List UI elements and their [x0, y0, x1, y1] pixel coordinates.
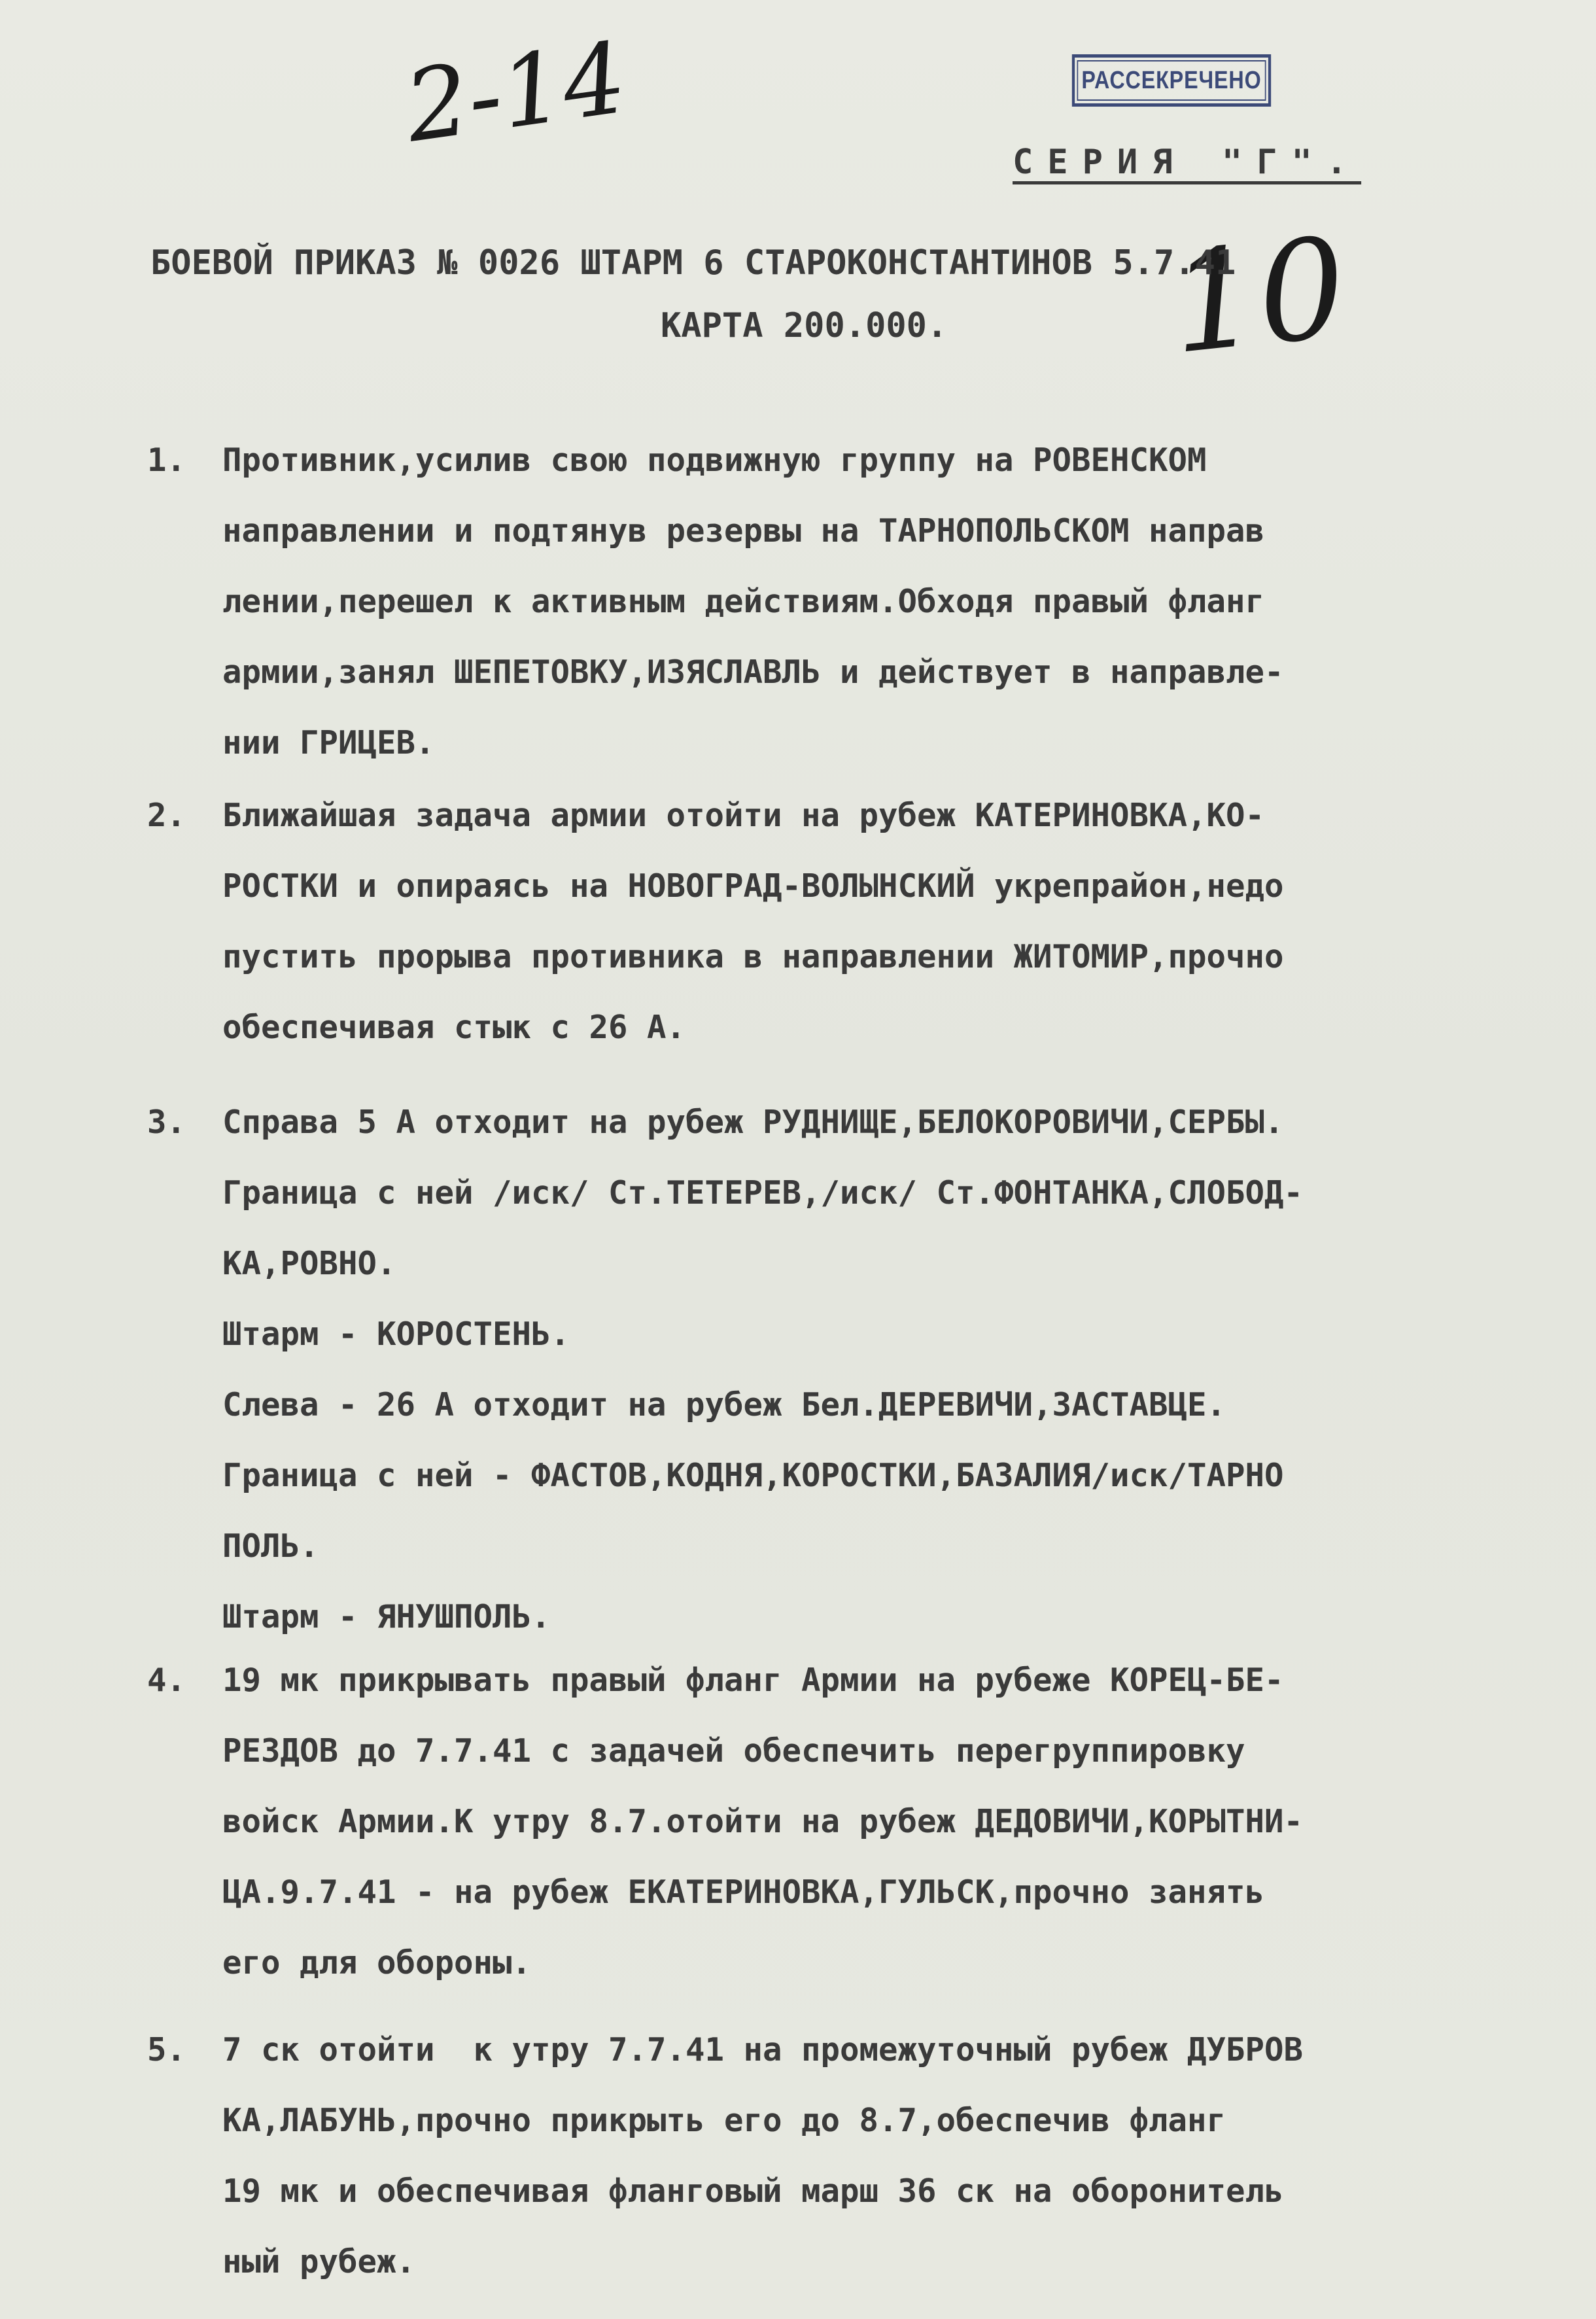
paragraph-4 [147, 1645, 1576, 1998]
order-title: БОЕВОЙ ПРИКАЗ № 0026 ШТАРМ 6 СТАРОКОНСТАНТИНОВ 5.7.41 [150, 243, 1236, 283]
text-line: 19 мк прикрывать правый фланг Армии на рубеже КОРЕЦ-БЕ- [222, 1662, 1284, 1699]
paragraph-number: 1. [147, 442, 186, 479]
text-line: 19 мк и обеспечивая фланговый марш 36 ск на оборонитель [222, 2172, 1284, 2210]
text-line: Слева - 26 А отходит на рубеж Бел.ДЕРЕВИЧИ,ЗАСТАВЦЕ. [222, 1386, 1226, 1423]
text-line: ный рубеж. [222, 2243, 416, 2280]
handwritten-archive-mark: 2-14 [398, 21, 633, 165]
text-line: Штарм - ЯНУШПОЛЬ. [222, 1598, 551, 1635]
text-line: Граница с ней - ФАСТОВ,КОДНЯ,КОРОСТКИ,БАЗАЛИЯ/иск/ТАРНО [222, 1457, 1284, 1494]
text-line: пустить прорыва противника в направлении ЖИТОМИР,прочно [222, 938, 1284, 975]
paragraph-number: 3. [147, 1104, 186, 1141]
text-line: направлении и подтянув резервы на ТАРНОПОЛЬСКОМ направ [222, 512, 1265, 549]
paragraph-number: 5. [147, 2031, 186, 2068]
paragraph-number: 4. [147, 1662, 186, 1699]
text-line: его для обороны. [222, 1944, 532, 1981]
text-line: нии ГРИЦЕВ. [222, 724, 435, 761]
text-line: Справа 5 А отходит на рубеж РУДНИЩЕ,БЕЛОКОРОВИЧИ,СЕРБЫ. [222, 1104, 1284, 1141]
text-line: обеспечивая стык с 26 А. [222, 1009, 686, 1046]
text-line: РОСТКИ и опираясь на НОВОГРАД-ВОЛЫНСКИЙ укрепрайон,недо [222, 867, 1284, 905]
text-line: войск Армии.К утру 8.7.отойти на рубеж ДЕДОВИЧИ,КОРЫТНИ- [222, 1803, 1304, 1840]
paragraph-2 [147, 780, 1576, 1063]
paragraph-1 [147, 425, 1576, 778]
text-line: ЦА.9.7.41 - на рубеж ЕКАТЕРИНОВКА,ГУЛЬСК,прочно занять [222, 1874, 1265, 1911]
paragraph-3 [147, 1087, 1576, 1652]
paragraph-5 [147, 2015, 1576, 2297]
text-line: КА,ЛАБУНЬ,прочно прикрыть его до 8.7,обеспечив фланг [222, 2102, 1226, 2139]
text-line: Ближайшая задача армии отойти на рубеж КАТЕРИНОВКА,КО- [222, 797, 1265, 834]
text-line: ПОЛЬ. [222, 1527, 319, 1565]
declassified-stamp: РАССЕКРЕЧЕНО [1072, 54, 1271, 107]
text-line: КА,РОВНО. [222, 1245, 396, 1282]
text-line: лении,перешел к активным действиям.Обходя правый фланг [222, 583, 1265, 620]
text-line: армии,занял ШЕПЕТОВКУ,ИЗЯСЛАВЛЬ и действует в направле- [222, 654, 1284, 691]
paragraph-number: 2. [147, 797, 186, 834]
text-line: 7 ск отойти к утру 7.7.41 на промежуточный рубеж ДУБРОВ [222, 2031, 1304, 2068]
text-line: Штарм - КОРОСТЕНЬ. [222, 1316, 570, 1353]
text-line: Граница с ней /иск/ Ст.ТЕТЕРЕВ,/иск/ Ст.ФОНТАНКА,СЛОБОД- [222, 1174, 1304, 1212]
text-line: Противник,усилив свою подвижную группу на РОВЕНСКОМ [222, 442, 1207, 479]
series-label: СЕРИЯ "Г". [1013, 143, 1362, 182]
text-line: РЕЗДОВ до 7.7.41 с задачей обеспечить перегруппировку [222, 1732, 1245, 1770]
handwritten-page-number: 10 [1162, 207, 1354, 385]
map-scale: КАРТА 200.000. [661, 306, 948, 345]
